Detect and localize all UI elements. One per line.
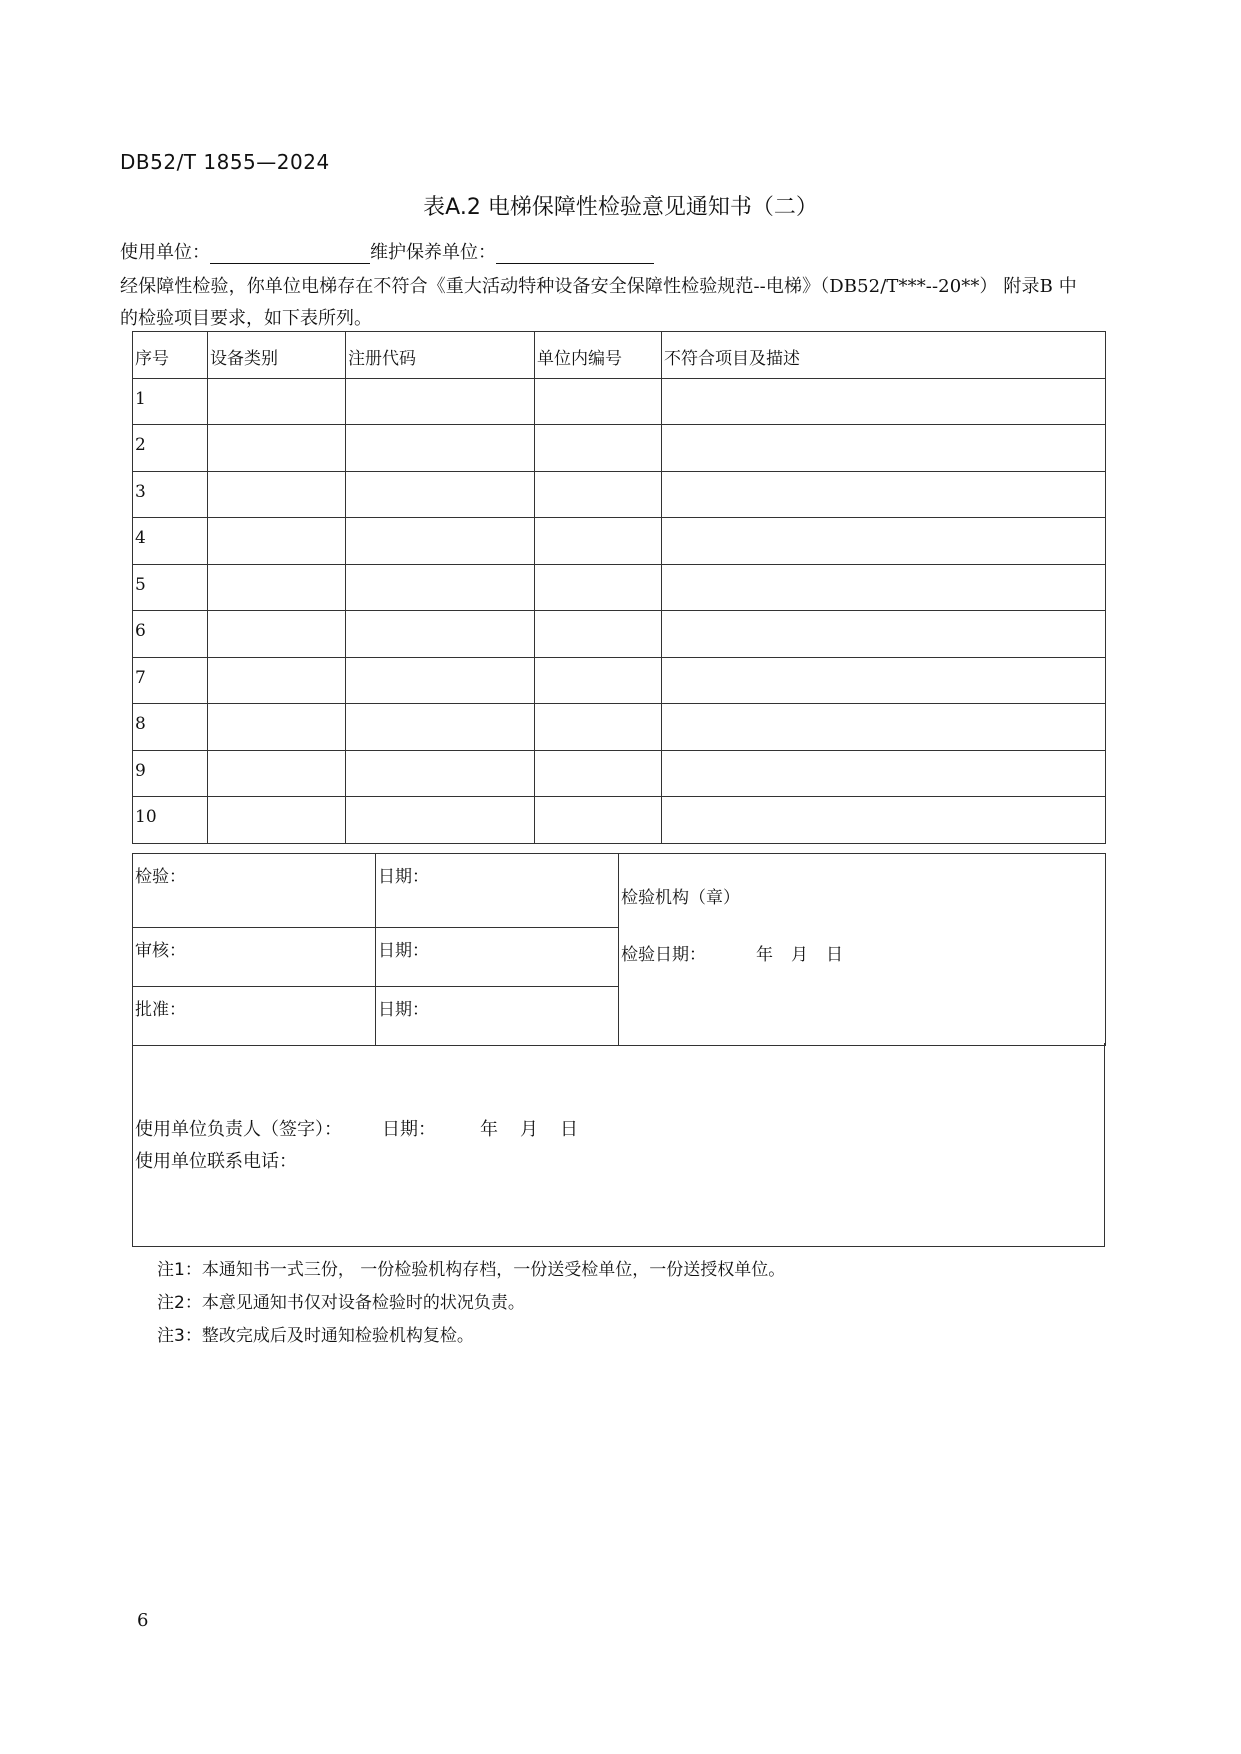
note-prefix: 注2：: [157, 1293, 202, 1313]
inspect-label: 检验：: [135, 867, 186, 887]
cell[interactable]: [346, 797, 535, 844]
table-row: [133, 657, 1106, 704]
cell[interactable]: [208, 518, 346, 565]
cell[interactable]: [662, 378, 1106, 425]
cell[interactable]: [208, 704, 346, 751]
cell[interactable]: [346, 704, 535, 751]
table-row: [133, 797, 1106, 844]
cell[interactable]: [535, 471, 662, 518]
inspection-org-cell: [619, 854, 1106, 1046]
date-label: 日期：: [378, 941, 429, 961]
phone-line: 使用单位联系电话：: [135, 1151, 297, 1172]
row-number: 8: [133, 704, 208, 751]
cell[interactable]: [535, 518, 662, 565]
row-number: 5: [133, 564, 208, 611]
maint-unit-blank[interactable]: [496, 243, 654, 264]
cell[interactable]: [535, 797, 662, 844]
note-1: [157, 1255, 785, 1280]
inspection-date-line: [621, 947, 1103, 964]
cell[interactable]: [662, 518, 1106, 565]
date-label: 日期：: [378, 1000, 429, 1020]
cell[interactable]: [662, 750, 1106, 797]
review-label: 审核：: [135, 941, 186, 961]
table-row: [133, 378, 1106, 425]
row-number: 1: [133, 378, 208, 425]
cell[interactable]: [208, 564, 346, 611]
inspection-org-label: 检验机构（章）: [621, 888, 740, 908]
table-row: [133, 471, 1106, 518]
cell[interactable]: [346, 564, 535, 611]
cell[interactable]: [346, 611, 535, 658]
user-unit-blank[interactable]: [210, 243, 370, 264]
row-number: 10: [133, 797, 208, 844]
page-title: 表A.2 电梯保障性检验意见通知书（二）: [423, 195, 818, 220]
inspect-cell[interactable]: [133, 854, 376, 928]
table-header-row: [133, 332, 1106, 379]
cell[interactable]: [346, 425, 535, 472]
user-unit-box: [132, 1043, 1105, 1247]
approve-cell[interactable]: [133, 987, 376, 1046]
approve-date-cell[interactable]: [376, 987, 619, 1046]
cell[interactable]: [208, 657, 346, 704]
table-row: [133, 750, 1106, 797]
note-text: 整改完成后及时通知检验机构复检。: [201, 1326, 474, 1346]
cell[interactable]: [208, 471, 346, 518]
cell[interactable]: [535, 425, 662, 472]
row-number: 2: [133, 425, 208, 472]
leader-label: 使用单位负责人（签字）：: [135, 1119, 342, 1140]
cell[interactable]: [208, 750, 346, 797]
signature-table: [132, 853, 1106, 1046]
cell[interactable]: [662, 471, 1106, 518]
date-label: 日期：: [382, 1119, 436, 1140]
cell[interactable]: [535, 704, 662, 751]
cell[interactable]: [662, 611, 1106, 658]
leader-signature-line: [135, 1115, 578, 1141]
row-number: 3: [133, 471, 208, 518]
header-seq: 序号: [133, 332, 208, 379]
month-label: 月: [791, 945, 808, 965]
cell[interactable]: [662, 564, 1106, 611]
page-number: 6: [137, 1610, 149, 1631]
intro-paragraph-line2: 的检验项目要求，如下表所列。: [120, 308, 372, 329]
month-label: 月: [520, 1119, 538, 1140]
standard-code: DB52/T 1855—2024: [120, 150, 330, 174]
note-prefix: 注1：: [157, 1260, 202, 1280]
table-row: [133, 704, 1106, 751]
review-cell[interactable]: [133, 928, 376, 987]
cell[interactable]: [662, 657, 1106, 704]
note-prefix: 注3：: [157, 1326, 202, 1346]
cell[interactable]: [208, 611, 346, 658]
header-internal-number: 单位内编号: [535, 332, 662, 379]
note-3: [157, 1321, 474, 1346]
date-label: 日期：: [378, 867, 429, 887]
cell[interactable]: [346, 471, 535, 518]
note-text: 本意见通知书仅对设备检验时的状况负责。: [201, 1293, 525, 1313]
maint-unit-label: 维护保养单位：: [370, 242, 496, 263]
table-row: [133, 518, 1106, 565]
header-registration-code: 注册代码: [346, 332, 535, 379]
cell[interactable]: [346, 750, 535, 797]
day-label: 日: [560, 1119, 578, 1140]
inspect-date-cell[interactable]: [376, 854, 619, 928]
review-date-cell[interactable]: [376, 928, 619, 987]
cell[interactable]: [346, 518, 535, 565]
cell[interactable]: [535, 750, 662, 797]
note-2: [157, 1288, 525, 1313]
cell[interactable]: [535, 657, 662, 704]
cell[interactable]: [346, 657, 535, 704]
note-text: 本通知书一式三份， 一份检验机构存档，一份送受检单位，一份送授权单位。: [201, 1260, 786, 1280]
year-label: 年: [480, 1119, 498, 1140]
cell[interactable]: [535, 611, 662, 658]
intro-paragraph-line1: 经保障性检验，你单位电梯存在不符合《重大活动特种设备安全保障性检验规范--电梯》（DB52/T***--20**） 附录B 中: [120, 276, 1077, 297]
header-equipment-type: 设备类别: [208, 332, 346, 379]
day-label: 日: [826, 945, 843, 965]
findings-table: [132, 331, 1106, 844]
row-number: 7: [133, 657, 208, 704]
year-label: 年: [756, 945, 773, 965]
cell[interactable]: [535, 378, 662, 425]
unit-fields-line: [120, 238, 654, 264]
table-row: [133, 564, 1106, 611]
user-unit-label: 使用单位：: [120, 242, 210, 263]
table-row: [133, 425, 1106, 472]
table-row: [133, 611, 1106, 658]
header-nonconformity: 不符合项目及描述: [662, 332, 1106, 379]
cell[interactable]: [535, 564, 662, 611]
approve-label: 批准：: [135, 1000, 186, 1020]
inspection-date-label: 检验日期：: [621, 945, 706, 965]
cell[interactable]: [346, 378, 535, 425]
cell[interactable]: [208, 797, 346, 844]
row-number: 6: [133, 611, 208, 658]
cell[interactable]: [208, 425, 346, 472]
cell[interactable]: [662, 425, 1106, 472]
cell[interactable]: [662, 704, 1106, 751]
cell[interactable]: [662, 797, 1106, 844]
row-number: 9: [133, 750, 208, 797]
cell[interactable]: [208, 378, 346, 425]
row-number: 4: [133, 518, 208, 565]
